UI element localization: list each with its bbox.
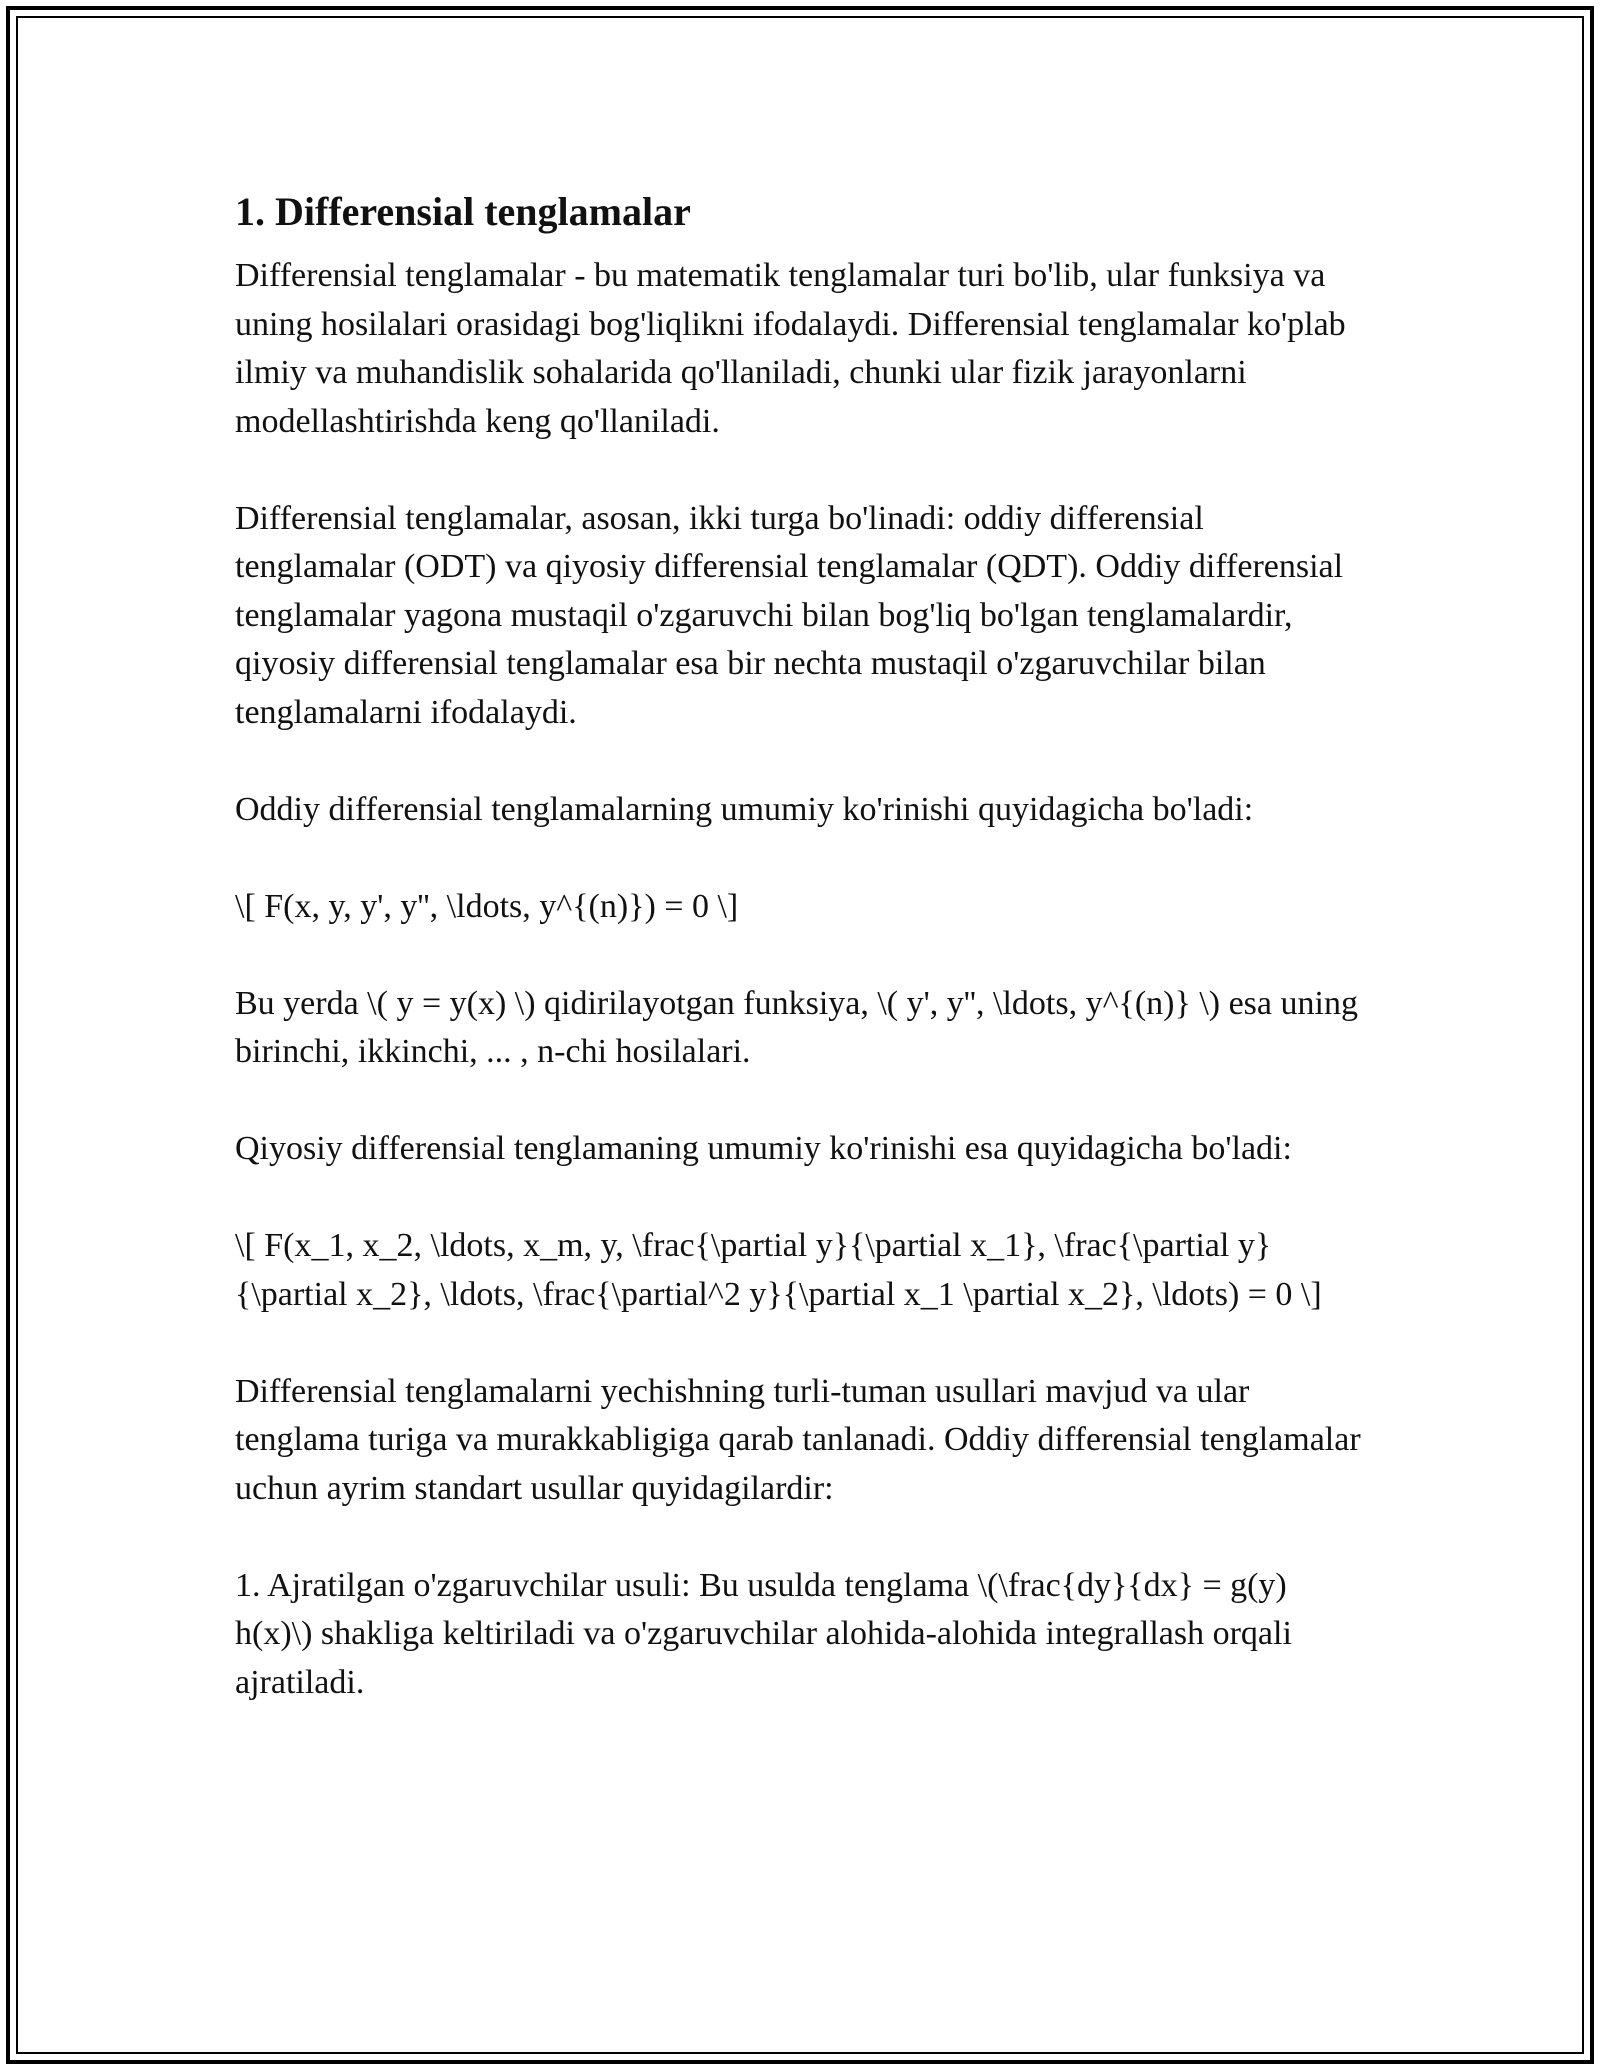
paragraph-ode-explanation: Bu yerda \( y = y(x) \) qidirilayotgan funksiya, \( y', y'', \ldots, y^{(n)} \) esa uning birinchi, ikkinchi, ... , n-chi hosilalari. bbox=[235, 984, 1358, 1070]
paragraph-ode-general-form: Oddiy differensial tenglamalarning umumiy ko'rinishi quyidagicha bo'ladi: bbox=[235, 790, 1254, 828]
paragraph-types: Differensial tenglamalar, asosan, ikki turga bo'linadi: oddiy differensial tenglamalar (ODT) va qiyosiy differensial tenglamalar (QDT). Oddiy differensial tenglamalar yagona mustaqil o'zgaruvchi bilan bog'liq bo'lgan tenglamalardir, qiyosiy differensial tenglamalar esa bir nechta mustaqil o'zgaruvchilar bilan tenglamalarni ifodalaydi. bbox=[235, 499, 1344, 731]
document-body bbox=[235, 180, 1365, 1756]
section-heading: 1. Differensial tenglamalar bbox=[235, 189, 691, 234]
paragraph-pde-general-form: Qiyosiy differensial tenglamaning umumiy ko'rinishi esa quyidagicha bo'ladi: bbox=[235, 1130, 1292, 1167]
list-item-separation-of-variables: 1. Ajratilgan o'zgaruvchilar usuli: Bu usulda tenglama \(\frac{dy}{dx} = g(y) h(x)\) shakliga keltiriladi va o'zgaruvchilar alohida-alohida integrallash orqali ajratiladi. bbox=[235, 1566, 1292, 1701]
formula-ode: \[ F(x, y, y', y'', \ldots, y^{(n)}) = 0 \] bbox=[235, 887, 739, 925]
paragraph-solution-methods: Differensial tenglamalarni yechishning turli-tuman usullari mavjud va ular tenglama turiga va murakkabligiga qarab tanlanadi. Oddiy differensial tenglamalar uchun ayrim standart usullar quyidagilardir: bbox=[235, 1372, 1361, 1507]
paragraph-intro: Differensial tenglamalar - bu matematik tenglamalar turi bo'lib, ular funksiya va uning hosilalari orasidagi bog'liqlikni ifodalaydi. Differensial tenglamalar ko'plab ilmiy va muhandislik sohalarida qo'llaniladi, chunki ular fizik jarayonlarni modellashtirishda keng qo'llaniladi. bbox=[235, 257, 1346, 440]
formula-pde: \[ F(x_1, x_2, \ldots, x_m, y, \frac{\partial y}{\partial x_1}, \frac{\partial y}{\partial x_2}, \ldots, \frac{\partial^2 y}{\partial x_1 \partial x_2}, \ldots) = 0 \] bbox=[235, 1227, 1322, 1313]
